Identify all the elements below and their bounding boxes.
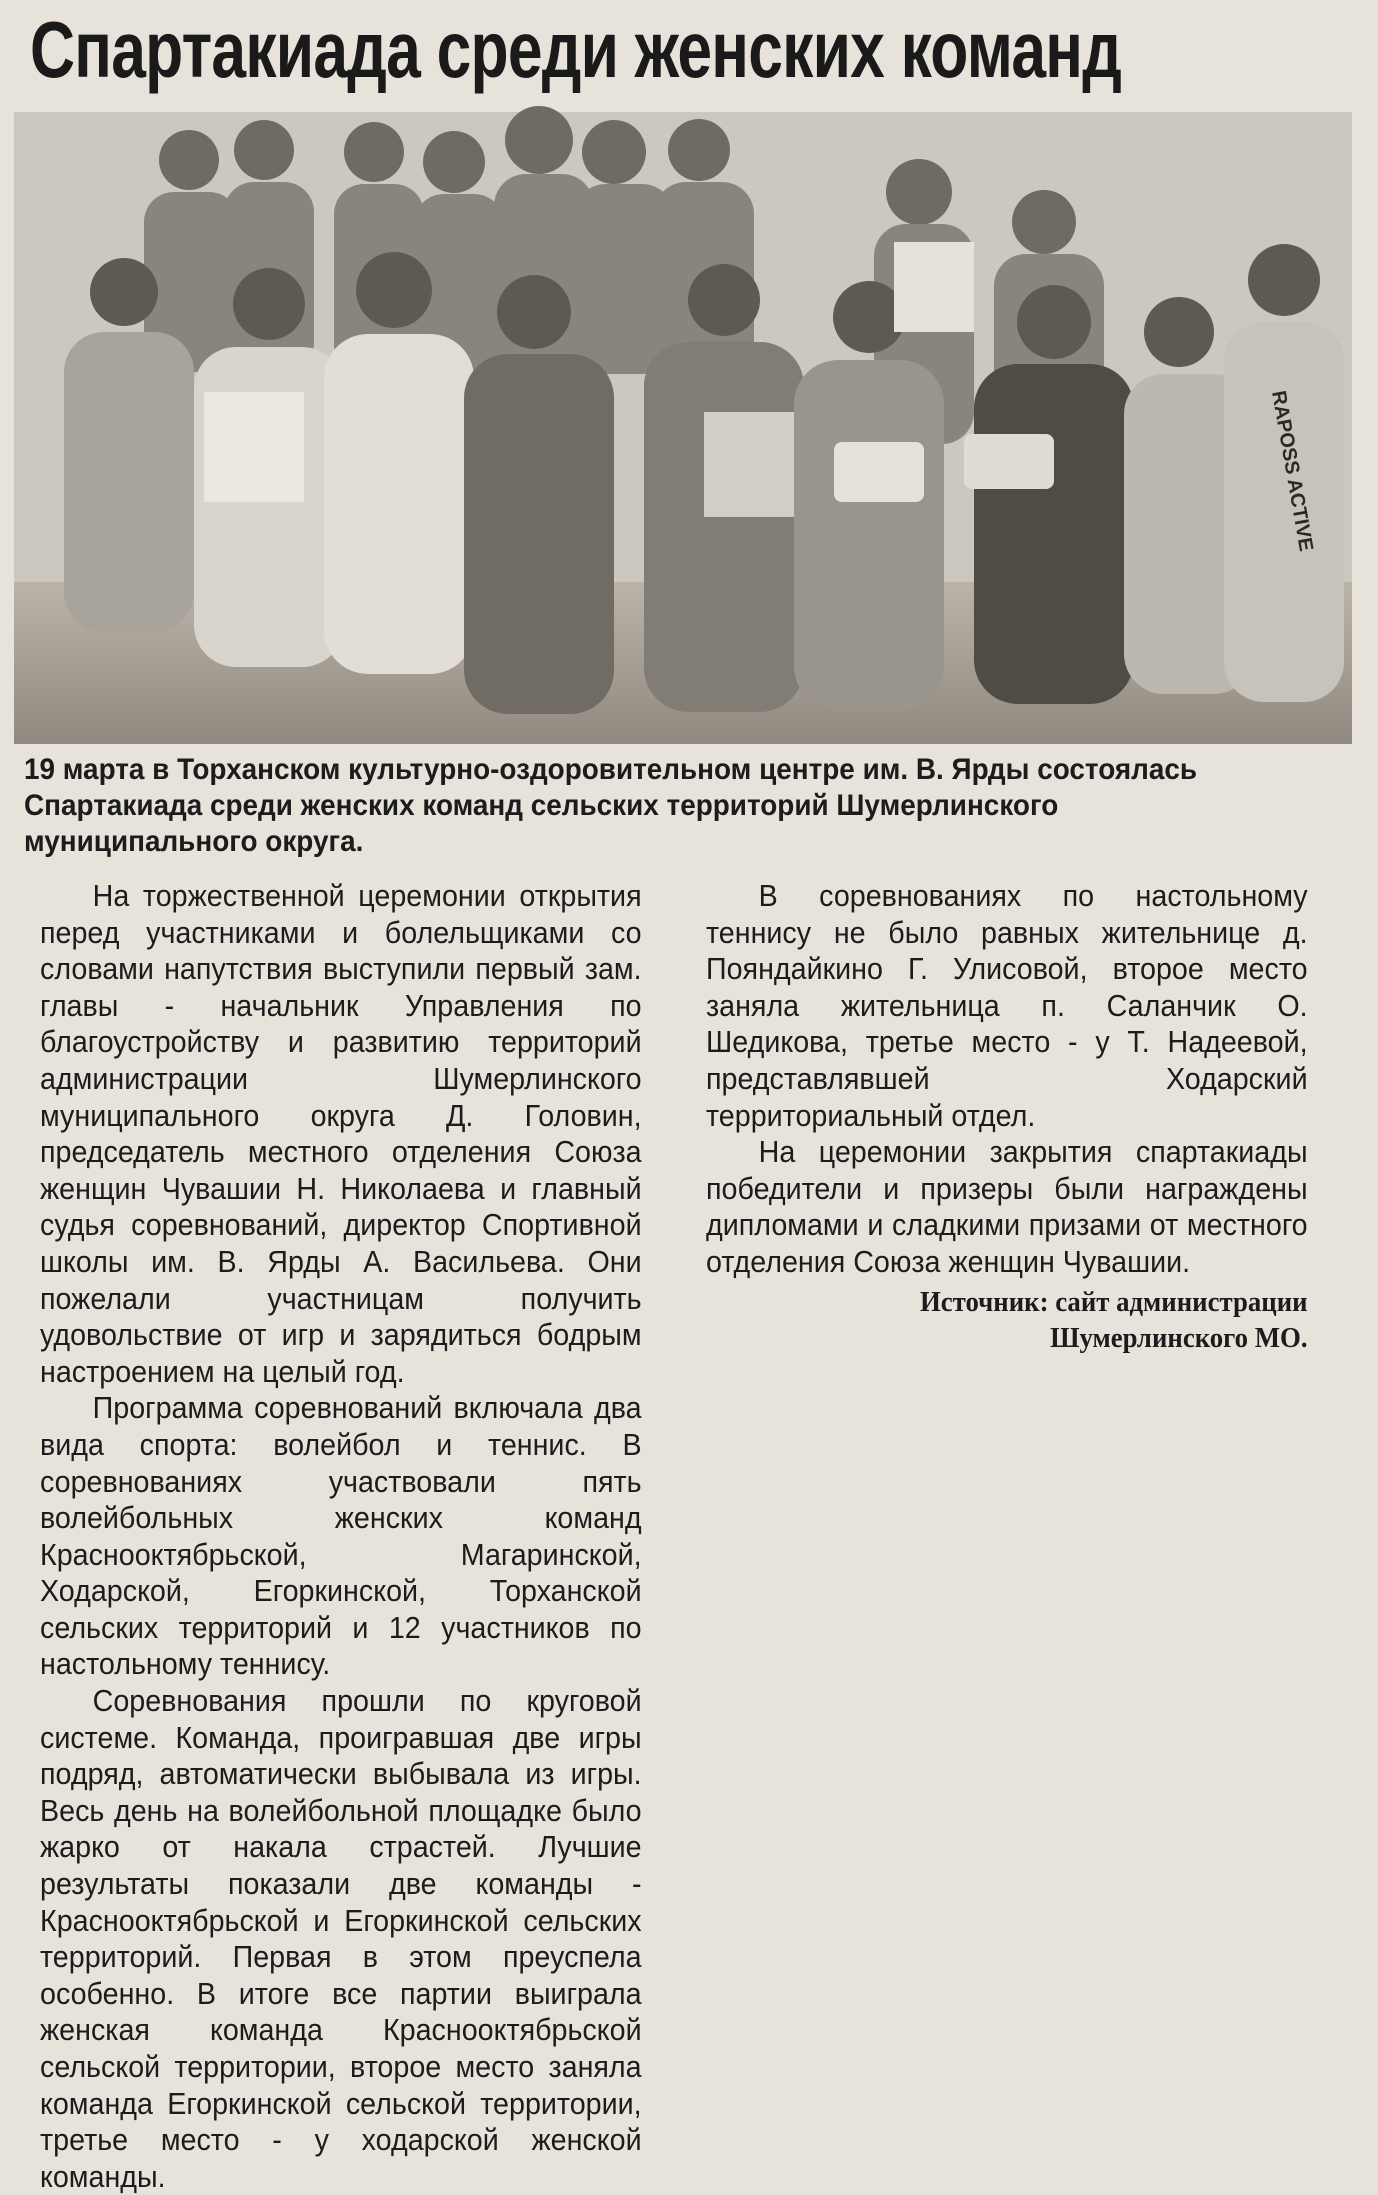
article-paragraph: Программа соревнований включала два вида спорта: волейбол и теннис. В соревнованиях участвовали пять волейбольных женских команд Красноoктябрьской, Магаринской, Ходарской, Егоркинской, Торханской сельских территорий и 12 участников по настольному теннису. — [40, 1391, 642, 1682]
article-source — [706, 1285, 1308, 1357]
article-lead: 19 марта в Торханском культурно-оздоровительном центре им. В. Ярды состоялась Спартакиада среди женских команд сельских территорий Шумерлинского муниципального округа. — [24, 753, 1198, 858]
article-column-right — [706, 878, 1308, 1357]
article-paragraph: На церемонии закрытия спартакиады победители и призеры были награждены дипломами и сладкими призами от местного отделения Союза женщин Чувашии. — [706, 1135, 1308, 1279]
article-paragraph: На торжественной церемонии открытия перед участниками и болельщиками со словами напутствия выступили первый зам. главы - начальник Управления по благоустройству и развитию территорий администрации Шумерлинского муниципального округа Д. Головин, председатель местного отделения Союза женщин Чувашии Н. Николаева и главный судья соревнований, директор Спортивной школы им. В. Ярды А. Васильева. Они пожелали участницам получить удовольствие от игр и зарядиться бодрым настроением на целый год. — [40, 879, 642, 1389]
article-paragraph: Соревнования прошли по круговой системе. Команда, проигравшая две игры подряд, автоматически выбывала из игры. Весь день на волейбольной площадке было жарко от накала страстей. Лучшие результаты показали две команды - Красноoктябрьской и Егоркинской сельских территорий. Первая в этом преуспела особенно. В итоге все партии выиграла женская команда Красноoктябрьской сельской территории, второе место заняла команда Егоркинской сельской территории, третье место - у ходарской женской команды. — [40, 1684, 642, 2194]
article-paragraph: В соревнованиях по настольному теннису не было равных жительнице д. Пояндайкино Г. Улисовой, второе место заняла жительница п. Саланчик О. Шедикова, третье место - у Т. Надеевой, представлявшей Ходарский территориальный отдел. — [706, 879, 1308, 1133]
source-line: Шумерлинского МО. — [1050, 1322, 1308, 1354]
source-line: Источник: сайт администрации — [919, 1286, 1308, 1318]
shirt-print-text: RAPOSS ACTIVE — [1267, 389, 1317, 554]
group-photo — [14, 112, 1352, 744]
group-photo-illustration — [14, 112, 1352, 744]
headline: Спартакиада среди женских команд — [30, 5, 1122, 94]
article-column-left — [40, 878, 642, 2194]
